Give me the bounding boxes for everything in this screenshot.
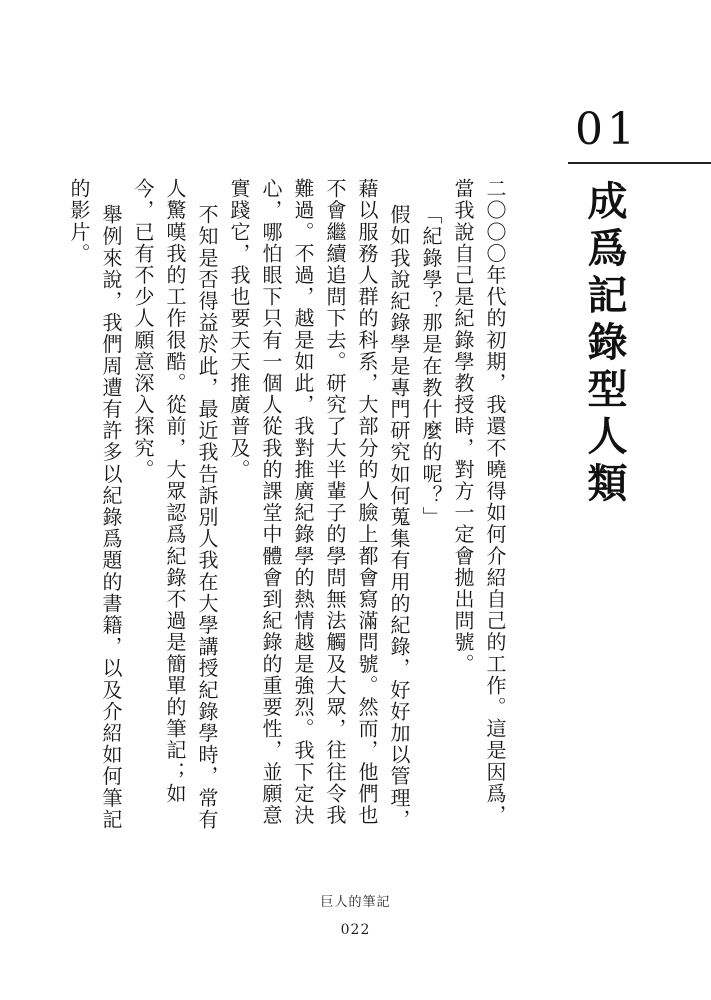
page-number: 022: [340, 922, 371, 938]
body-paragraph: 假如我說紀錄學是專門研究如何蒐集有用的紀錄，好好加以管理，藉以服務人群的科系，大部分的人臉上都會寫滿問號。然而，他們也不會繼續追問下去。研究了大半輩子的學問無法觸及大眾，往往令我難過。不過，越是如此，我對推廣紀錄學的熱情越是強烈。我下定決心，哪怕眼下只有一個人從我的課堂中體會到紀錄的重要性，並願意實踐它，我也要天天推廣普及。: [227, 178, 411, 831]
body-paragraph: 「紀錄學？那是在教什麼的呢？」: [419, 204, 443, 528]
body-paragraph: 不知是否得益於此，最近我告訴別人我在大學講授紀錄學時，常有人驚嘆我的工作很酷。從前，大眾認爲紀錄不過是簡單的筆記；如今，已有不少人願意深入探究。: [131, 178, 219, 831]
running-footer-book-title: 巨人的筆記: [320, 895, 391, 910]
chapter-divider-line: [568, 162, 711, 164]
body-text: [63, 178, 511, 838]
body-paragraph: 舉例來說，我們周遭有許多以紀錄爲題的書籍，以及介紹如何筆記的影片。: [67, 178, 123, 831]
chapter-number: 01: [575, 104, 639, 155]
chapter-title: 成爲記錄型人類: [581, 180, 628, 509]
body-paragraph: 二〇〇〇年代的初期，我還不曉得如何介紹自己的工作。這是因爲，當我說自己是紀錄學教授時，對方一定會拋出問號。: [451, 178, 507, 826]
